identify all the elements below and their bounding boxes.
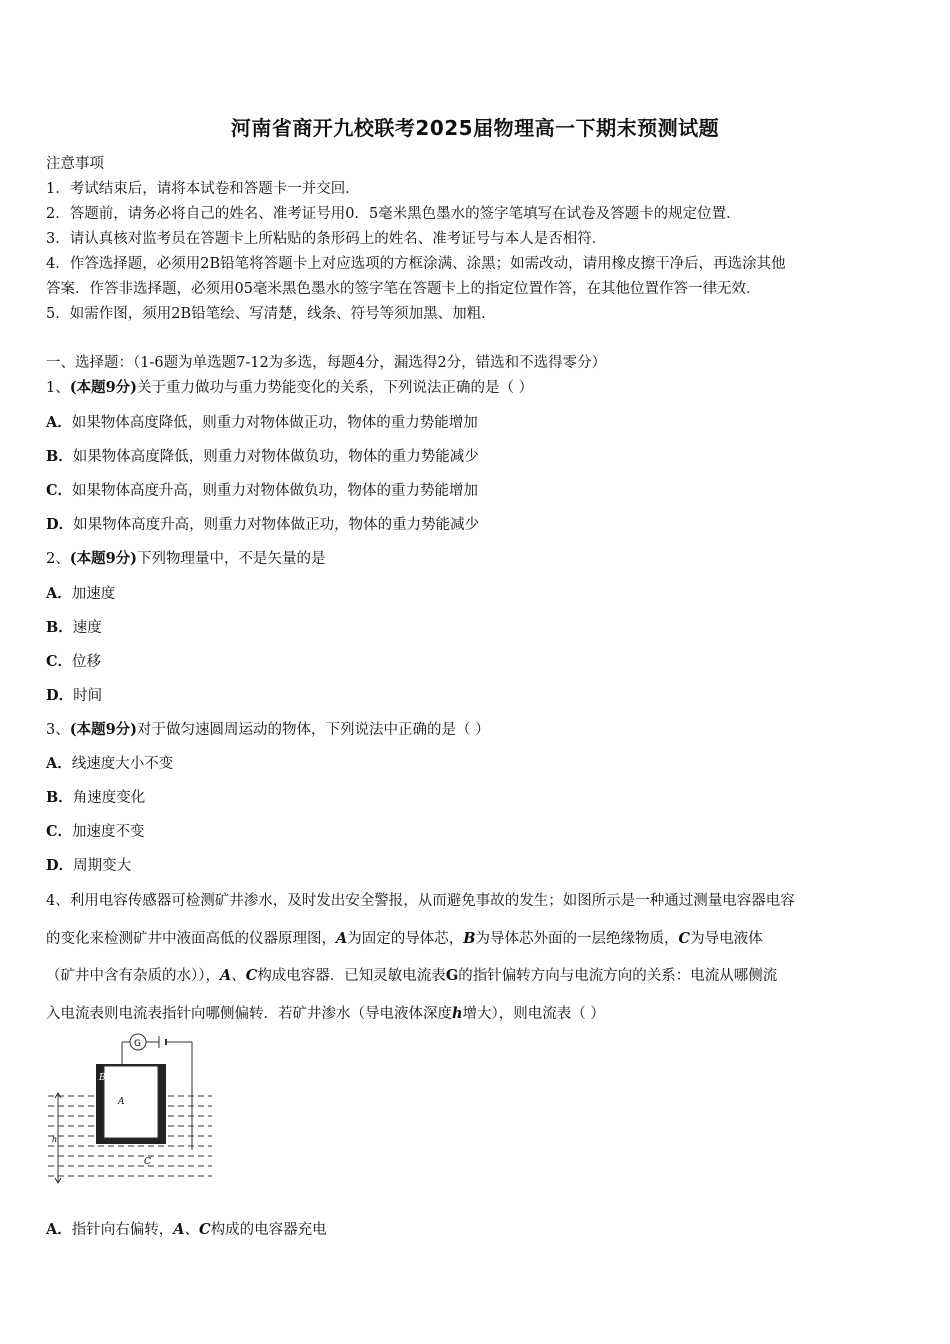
option-label: D． — [46, 687, 74, 704]
option-text: 构成的电容器充电 — [210, 1222, 327, 1238]
symbol-a: A — [336, 930, 348, 947]
label-h: h — [52, 1135, 58, 1144]
option-c — [46, 479, 478, 500]
text-run: 的变化来检测矿井中液面高低的仪器原理图， — [46, 931, 336, 947]
option-text: 如果物体高度降低，则重力对物体做负功，物体的重力势能减少 — [72, 449, 479, 465]
label-a: A — [118, 1097, 125, 1107]
question-1-stem — [46, 376, 533, 397]
text-run: 构成电容器．已知灵敏电流表 — [257, 968, 446, 984]
option-label: C． — [46, 482, 73, 499]
option-label: C． — [46, 823, 73, 840]
text-run: 增大），则电流表（ ） — [462, 1006, 605, 1022]
text-run: 的指针偏转方向与电流方向的关系：电流从哪侧流 — [458, 968, 778, 984]
question-3-stem — [46, 718, 490, 739]
option-label: C． — [46, 653, 73, 670]
question-number: 2、 — [46, 551, 70, 567]
symbol-c: C — [199, 1221, 211, 1238]
option-label: D． — [46, 516, 74, 533]
option-d — [46, 684, 102, 705]
question-number: 1、 — [46, 380, 70, 396]
option-label: A． — [46, 1221, 72, 1238]
option-b — [46, 786, 145, 807]
option-d — [46, 513, 479, 534]
question-tag: (本题9分) — [69, 379, 138, 396]
question-text: 下列物理量中，不是矢量的是 — [137, 551, 326, 567]
question-4-option-a — [46, 1218, 327, 1239]
option-c — [46, 820, 145, 841]
question-tag: (本题9分) — [69, 550, 138, 567]
option-text: 加速度不变 — [72, 824, 145, 840]
option-a — [46, 582, 115, 603]
notice-item: 5．如需作图，须用2B铅笔绘、写清楚，线条、符号等须加黑、加粗． — [46, 306, 496, 322]
symbol-a: A — [173, 1221, 185, 1238]
option-text: 速度 — [72, 620, 102, 636]
option-text: 时间 — [73, 688, 103, 704]
option-label: A． — [46, 585, 72, 602]
notice-item: 答案．作答非选择题，必须用05毫米黑色墨水的签字笔在答题卡上的指定位置作答，在其他位置作答一律无效． — [46, 281, 761, 297]
text-run: 、 — [231, 968, 246, 984]
option-text: 加速度 — [71, 586, 116, 602]
option-text: 如果物体高度升高，则重力对物体做负功，物体的重力势能增加 — [72, 483, 479, 499]
capacitor-sensor-diagram — [44, 1030, 214, 1190]
question-2-stem — [46, 547, 326, 568]
question-4-line — [46, 1002, 605, 1023]
question-text: 关于重力做功与重力势能变化的关系，下列说法正确的是（ ） — [137, 380, 534, 396]
text-run: 入电流表则电流表指针向哪侧偏转．若矿井渗水（导电液体深度 — [46, 1006, 452, 1022]
section-heading: 一、选择题：（1-6题为单选题7-12为多选，每题4分，漏选得2分，错选和不选得零分） — [46, 355, 607, 371]
question-number: 3、 — [46, 722, 70, 738]
symbol-h: h — [452, 1005, 463, 1022]
option-label: B． — [46, 619, 73, 636]
conductor-a — [104, 1066, 158, 1138]
text-run: （矿井中含有杂质的水））， — [46, 968, 220, 984]
notice-item: 3．请认真核对监考员在答题卡上所粘贴的条形码上的姓名、准考证号与本人是否相符． — [46, 231, 607, 247]
option-label: A． — [46, 755, 72, 772]
symbol-c: C — [245, 967, 258, 984]
text-run: 为导体芯外面的一层绝缘物质， — [475, 931, 679, 947]
option-b — [46, 616, 102, 637]
question-4-line: 4、利用电容传感器可检测矿井渗水，及时发出安全警报，从而避免事故的发生；如图所示是一种通过测量电容器电容 — [46, 893, 795, 909]
option-c — [46, 650, 101, 671]
option-text: 角速度变化 — [72, 790, 146, 806]
notice-item: 4．作答选择题，必须用2B铅笔将答题卡上对应选项的方框涂满、涂黑；如需改动，请用橡皮擦干净后，再选涂其他 — [46, 256, 786, 272]
option-label: B． — [46, 789, 73, 806]
option-label: B． — [46, 448, 73, 465]
notice-item: 2．答题前，请务必将自己的姓名、准考证号用0．5毫米黑色墨水的签字笔填写在试卷及答题卡的规定位置． — [46, 206, 741, 222]
option-text: 位移 — [72, 654, 102, 670]
notice-item: 1．考试结束后，请将本试卷和答题卡一并交回． — [46, 181, 360, 197]
option-text: 指针向右偏转， — [71, 1222, 174, 1238]
page-title: 河南省商开九校联考2025届物理高一下期末预测试题 — [230, 116, 720, 140]
label-c: C — [144, 1157, 151, 1167]
option-a — [46, 752, 173, 773]
label-b: B — [99, 1073, 106, 1083]
symbol-g: G — [445, 967, 459, 984]
option-text: 周期变大 — [73, 858, 132, 874]
symbol-b: B — [463, 930, 476, 947]
symbol-c: C — [678, 930, 691, 947]
option-text: 线速度大小不变 — [71, 756, 174, 772]
question-tag: (本题9分) — [69, 721, 138, 738]
question-text: 对于做匀速圆周运动的物体，下列说法中正确的是（ ） — [137, 722, 490, 738]
text-run: 为固定的导体芯， — [347, 931, 464, 947]
text-run: 为导电液体 — [690, 931, 763, 947]
option-text: 如果物体高度升高，则重力对物体做正功，物体的重力势能减少 — [73, 517, 480, 533]
option-label: A． — [46, 414, 72, 431]
option-a — [46, 411, 478, 432]
diagram-svg — [44, 1030, 214, 1190]
text-run: 、 — [184, 1222, 200, 1238]
option-label: D． — [46, 857, 74, 874]
notice-heading: 注意事项 — [46, 156, 104, 172]
option-b — [46, 445, 479, 466]
question-4-line — [46, 927, 763, 948]
label-g: G — [134, 1039, 141, 1049]
option-d — [46, 854, 131, 875]
option-text: 如果物体高度降低，则重力对物体做正功，物体的重力势能增加 — [71, 415, 478, 431]
symbol-a: A — [220, 967, 232, 984]
question-4-line — [46, 964, 777, 985]
